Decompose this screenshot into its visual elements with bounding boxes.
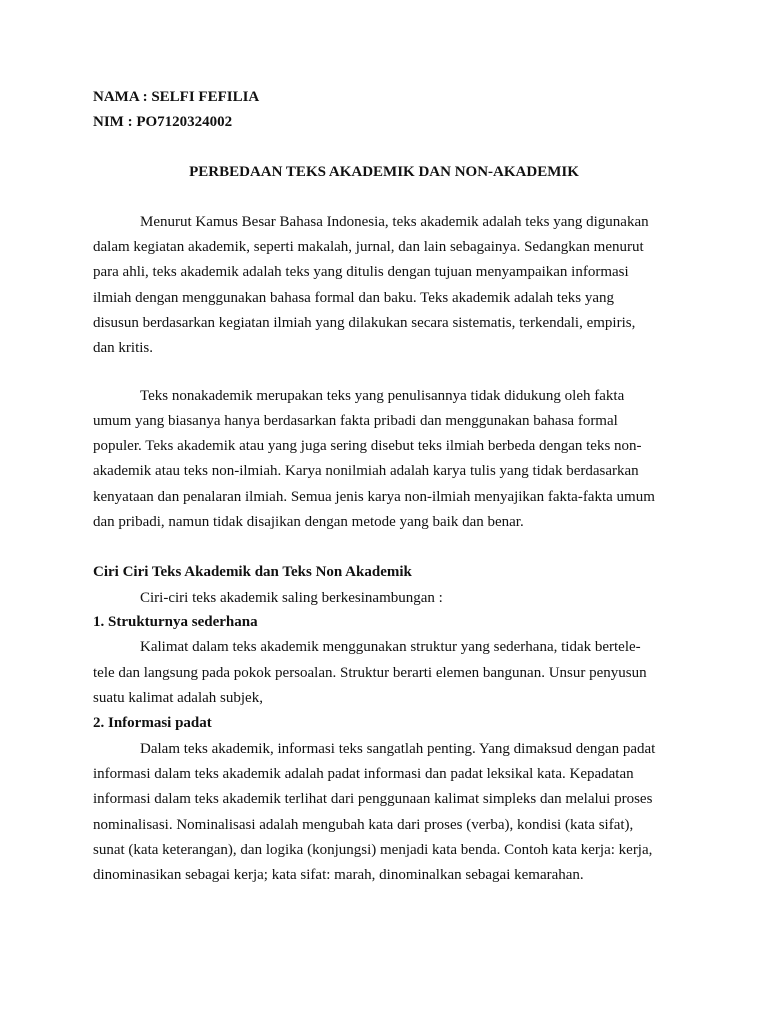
paragraph2-line: dan pribadi, namun tidak disajikan dengan metode yang baik dan benar. (93, 514, 524, 530)
item1-heading: 1. Strukturnya sederhana (93, 614, 258, 630)
item2-line: sunat (kata keterangan), dan logika (konjungsi) menjadi kata benda. Contoh kata kerja: kerja, (93, 842, 653, 858)
item2-heading: 2. Informasi padat (93, 715, 212, 731)
paragraph1-line: disusun berdasarkan kegiatan ilmiah yang dilakukan secara sistematis, terkendali, empiris, (93, 315, 636, 331)
student-name: NAMA : SELFI FEFILIA (93, 89, 260, 105)
paragraph2-line: populer. Teks akademik atau yang juga sering disebut teks ilmiah berbeda dengan teks non- (93, 438, 642, 454)
item2-line: Dalam teks akademik, informasi teks sangatlah penting. Yang dimaksud dengan padat (140, 741, 656, 757)
paragraph2-line: umum yang biasanya hanya berdasarkan fakta pribadi dan menggunakan bahasa formal (93, 413, 618, 429)
paragraph1-line: dan kritis. (93, 340, 153, 356)
paragraph2-line: kenyataan dan penalaran ilmiah. Semua jenis karya non-ilmiah menyajikan fakta-fakta umum (93, 489, 655, 505)
item1-line: tele dan langsung pada pokok persoalan. Struktur berarti elemen bangunan. Unsur penyusun (93, 665, 647, 681)
student-nim: NIM : PO7120324002 (93, 114, 233, 130)
paragraph2-line: Teks nonakademik merupakan teks yang penulisannya tidak didukung oleh fakta (140, 388, 625, 404)
paragraph2-line: akademik atau teks non-ilmiah. Karya nonilmiah adalah karya tulis yang tidak berdasarkan (93, 463, 639, 479)
item2-line: informasi dalam teks akademik terlihat dari penggunaan kalimat simpleks dan melalui proses (93, 791, 653, 807)
paragraph1-line: ilmiah dengan menggunakan bahasa formal dan baku. Teks akademik adalah teks yang (93, 290, 615, 306)
paragraph1-line: Menurut Kamus Besar Bahasa Indonesia, teks akademik adalah teks yang digunakan (140, 214, 649, 230)
section-heading: Ciri Ciri Teks Akademik dan Teks Non Akademik (93, 564, 412, 580)
item2-line: dinominasikan sebagai kerja; kata sifat: marah, dinominalkan sebagai kemarahan. (93, 867, 584, 883)
paragraph1-line: para ahli, teks akademik adalah teks yang ditulis dengan tujuan menyampaikan informasi (93, 264, 629, 280)
item1-line: suatu kalimat adalah subjek, (93, 690, 263, 706)
item1-line: Kalimat dalam teks akademik menggunakan struktur yang sederhana, tidak bertele- (140, 639, 641, 655)
item2-line: nominalisasi. Nominalisasi adalah mengubah kata dari proses (verba), kondisi (kata sifat), (93, 817, 634, 833)
item2-line: informasi dalam teks akademik adalah padat informasi dan padat leksikal kata. Kepadatan (93, 766, 634, 782)
paragraph1-line: dalam kegiatan akademik, seperti makalah, jurnal, dan lain sebagainya. Sedangkan menurut (93, 239, 644, 255)
document-title: PERBEDAAN TEKS AKADEMIK DAN NON-AKADEMIK (189, 164, 579, 180)
section-intro: Ciri-ciri teks akademik saling berkesinambungan : (140, 590, 443, 606)
